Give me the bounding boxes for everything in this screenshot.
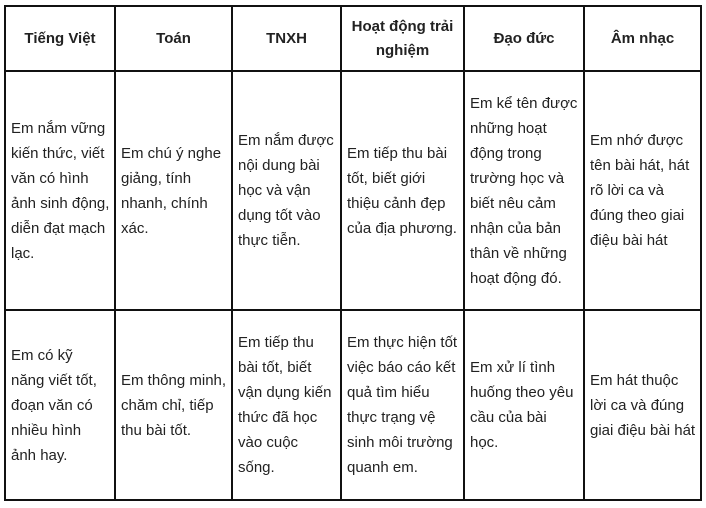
cell-am-nhac: Em hát thuộc lời ca và đúng giai điệu bài hát <box>584 310 701 500</box>
cell-toan: Em chú ý nghe giảng, tính nhanh, chính xác. <box>115 71 232 310</box>
header-dao-duc: Đạo đức <box>464 6 584 71</box>
cell-toan: Em thông minh, chăm chỉ, tiếp thu bài tốt. <box>115 310 232 500</box>
header-toan: Toán <box>115 6 232 71</box>
cell-tnxh: Em nắm được nội dung bài học và vận dụng tốt vào thực tiễn. <box>232 71 341 310</box>
cell-am-nhac: Em nhớ được tên bài hát, hát rõ lời ca và đúng theo giai điệu bài hát <box>584 71 701 310</box>
cell-tnxh: Em tiếp thu bài tốt, biết vận dụng kiến thức đã học vào cuộc sống. <box>232 310 341 500</box>
table-row <box>5 71 701 310</box>
cell-tieng-viet: Em có kỹ năng viết tốt, đoạn văn có nhiều hình ảnh hay. <box>5 310 115 500</box>
cell-tieng-viet: Em nắm vững kiến thức, viết văn có hình ảnh sinh động, diễn đạt mạch lạc. <box>5 71 115 310</box>
header-row <box>5 6 701 71</box>
header-tnxh: TNXH <box>232 6 341 71</box>
cell-dao-duc: Em kể tên được những hoạt động trong trường học và biết nêu cảm nhận của bản thân về những hoạt động đó. <box>464 71 584 310</box>
table-row <box>5 310 701 500</box>
header-am-nhac: Âm nhạc <box>584 6 701 71</box>
cell-dao-duc: Em xử lí tình huống theo yêu cầu của bài học. <box>464 310 584 500</box>
header-tieng-viet: Tiếng Việt <box>5 6 115 71</box>
header-hoat-dong-trai-nghiem: Hoạt động trải nghiệm <box>341 6 464 71</box>
subject-evaluation-table <box>4 5 702 501</box>
cell-hoat-dong-trai-nghiem: Em thực hiện tốt việc báo cáo kết quả tìm hiểu thực trạng vệ sinh môi trường quanh em. <box>341 310 464 500</box>
cell-hoat-dong-trai-nghiem: Em tiếp thu bài tốt, biết giới thiệu cảnh đẹp của địa phương. <box>341 71 464 310</box>
